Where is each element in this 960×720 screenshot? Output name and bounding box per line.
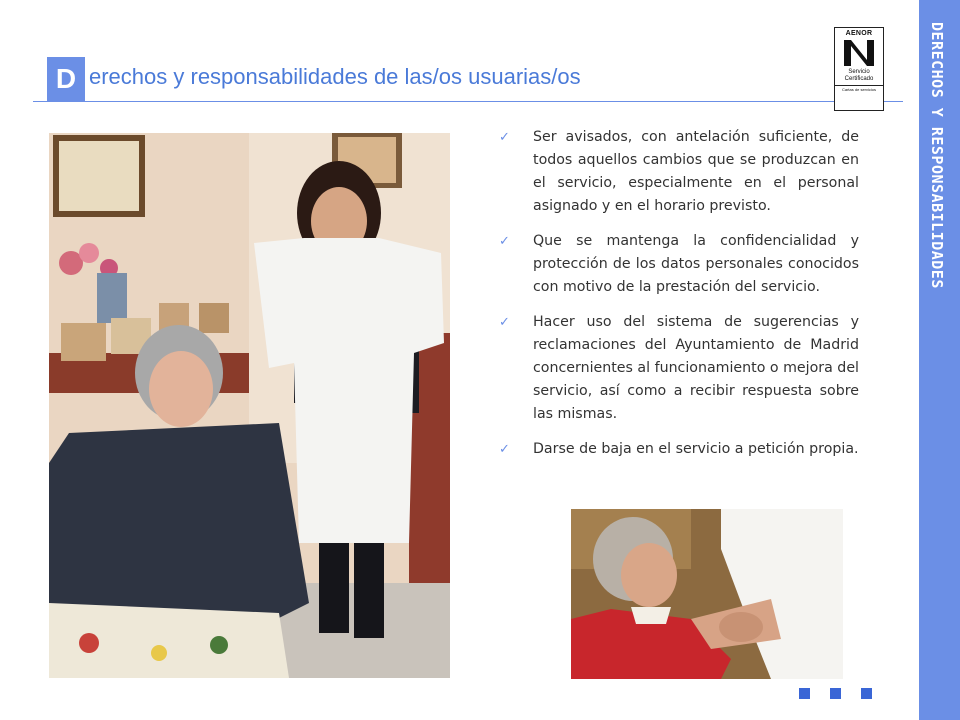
aenor-certification-logo [834, 27, 884, 111]
rights-list [497, 126, 859, 473]
nav-square-1 [799, 688, 810, 699]
right-text: Ser avisados, con antelación suficiente, de todos aquellos cambios que se produzcan en el servicio, especialmente en el personal asignado y en el horario previsto. [533, 129, 859, 214]
nav-square-2 [830, 688, 841, 699]
list-item [497, 230, 859, 299]
right-text: Hacer uso del sistema de sugerencias y reclamaciones del Ayuntamiento de Madrid concernientes al funcionamiento o mejora del servicio, así como a recibir respuesta sobre las mismas. [533, 314, 859, 422]
logo-line-certificado: Certificado [844, 76, 874, 82]
list-item [497, 311, 859, 426]
checkmark-icon: ✓ [499, 130, 510, 145]
title-divider [33, 101, 903, 102]
right-text: Que se mantenga la confidencialidad y protección de los datos personales conocidos con motivo de la prestación del servicio. [533, 233, 859, 295]
logo-line-servicio: Servicio [848, 69, 870, 75]
right-text: Darse de baja en el servicio a petición propia. [533, 441, 859, 457]
photo-caregiver-with-elderly-woman [49, 133, 450, 678]
photo-caregiver-holding-hands [571, 509, 843, 679]
logo-line-cartas: Cartas de servicios [835, 85, 883, 92]
title-initial: D [47, 57, 85, 101]
checkmark-icon: ✓ [499, 234, 510, 249]
nav-square-3 [861, 688, 872, 699]
logo-brand: AENOR [845, 30, 873, 37]
checkmark-icon: ✓ [499, 315, 510, 330]
side-band-label: DERECHOS Y RESPONSABILIDADES [928, 22, 946, 289]
page-title: erechos y responsabilidades de las/os usuarias/os [89, 64, 581, 89]
checkmark-icon: ✓ [499, 442, 510, 457]
aenor-n-icon [842, 38, 876, 68]
list-item [497, 126, 859, 218]
list-item [497, 438, 859, 461]
